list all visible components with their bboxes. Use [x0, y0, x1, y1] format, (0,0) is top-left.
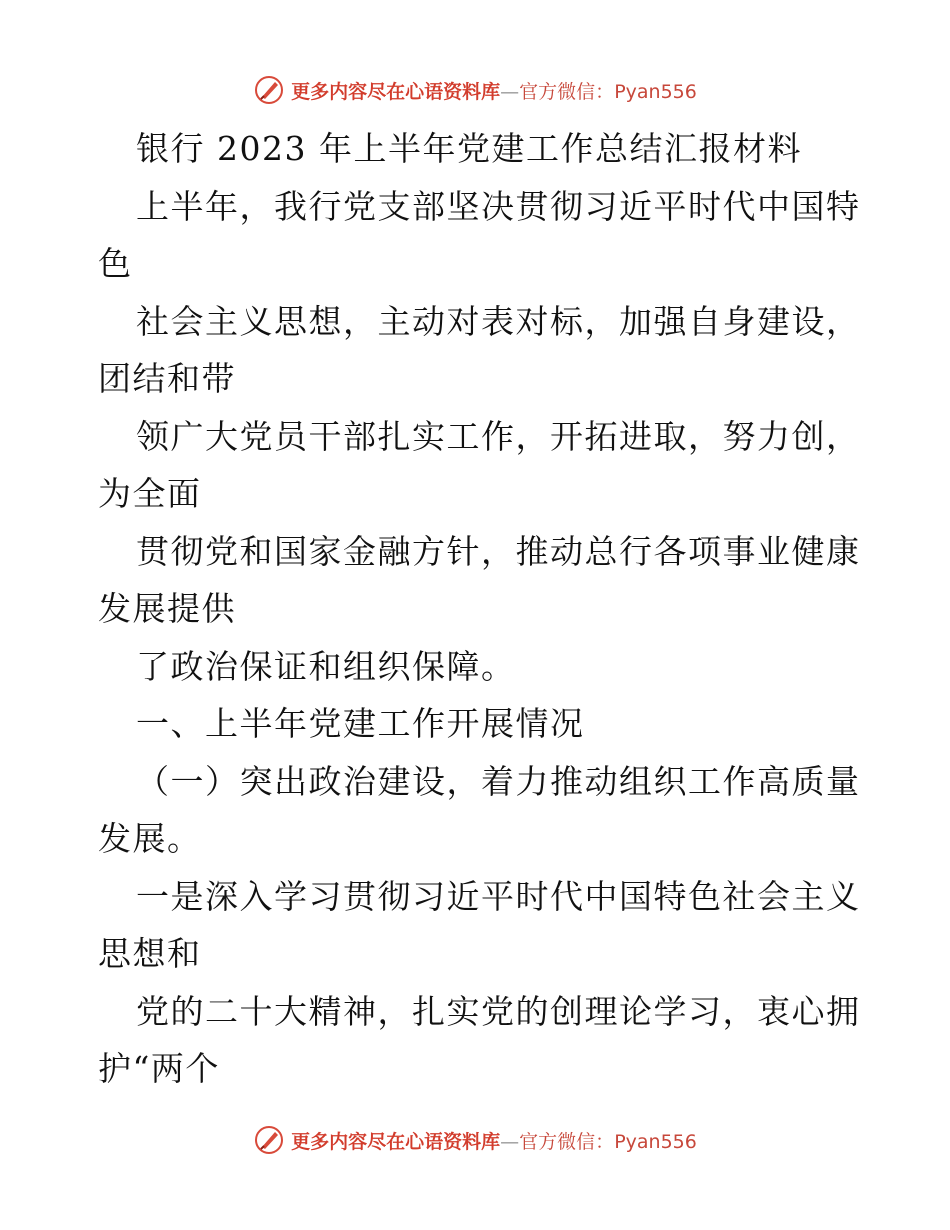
- text-line: 上半年，我行党支部坚决贯彻习近平时代中国特: [136, 186, 861, 226]
- text-line: 团结和带: [98, 359, 236, 398]
- text-line: 一是深入学习贯彻习近平时代中国特色社会主义: [136, 876, 861, 916]
- text-line: 了政治保证和组织保障。: [136, 646, 516, 686]
- text-line: 色: [98, 244, 133, 283]
- wechat-label: 官方微信：: [519, 80, 615, 103]
- wechat-id: Pyan556: [614, 80, 697, 103]
- text-line: 护“两个: [98, 1049, 220, 1088]
- section-heading: 一、上半年党建工作开展情况: [136, 704, 585, 743]
- text-line: 社会主义思想，主动对表对标，加强自身建设，: [136, 301, 861, 341]
- promo-text: 更多内容尽在心语资料库: [291, 80, 501, 103]
- document-body: [98, 120, 861, 1098]
- text-line: 发展。: [98, 819, 202, 858]
- text-line: 发展提供: [98, 589, 236, 628]
- text-line: 党的二十大精神，扎实党的创理论学习，衷心拥: [136, 991, 861, 1031]
- document-title: 银行 2023 年上半年党建工作总结汇报材料: [136, 129, 802, 168]
- promo-text: 更多内容尽在心语资料库: [291, 1130, 501, 1153]
- wechat-label: 官方微信：: [519, 1130, 615, 1153]
- subsection-heading: （一）突出政治建设，着力推动组织工作高质量: [136, 761, 861, 801]
- text-line: 领广大党员干部扎实工作，开拓进取，努力创，: [136, 416, 861, 456]
- quill-pen-icon: [253, 1124, 285, 1156]
- wechat-id: Pyan556: [614, 1130, 697, 1153]
- banner-separator: —: [500, 1130, 520, 1153]
- text-line: 为全面: [98, 474, 202, 513]
- text-line: 思想和: [98, 934, 202, 973]
- header-watermark-banner: [0, 70, 950, 110]
- quill-pen-icon: [253, 74, 285, 106]
- banner-separator: —: [500, 80, 520, 103]
- footer-watermark-banner: [0, 1120, 950, 1160]
- text-line: 贯彻党和国家金融方针，推动总行各项事业健康: [136, 531, 861, 571]
